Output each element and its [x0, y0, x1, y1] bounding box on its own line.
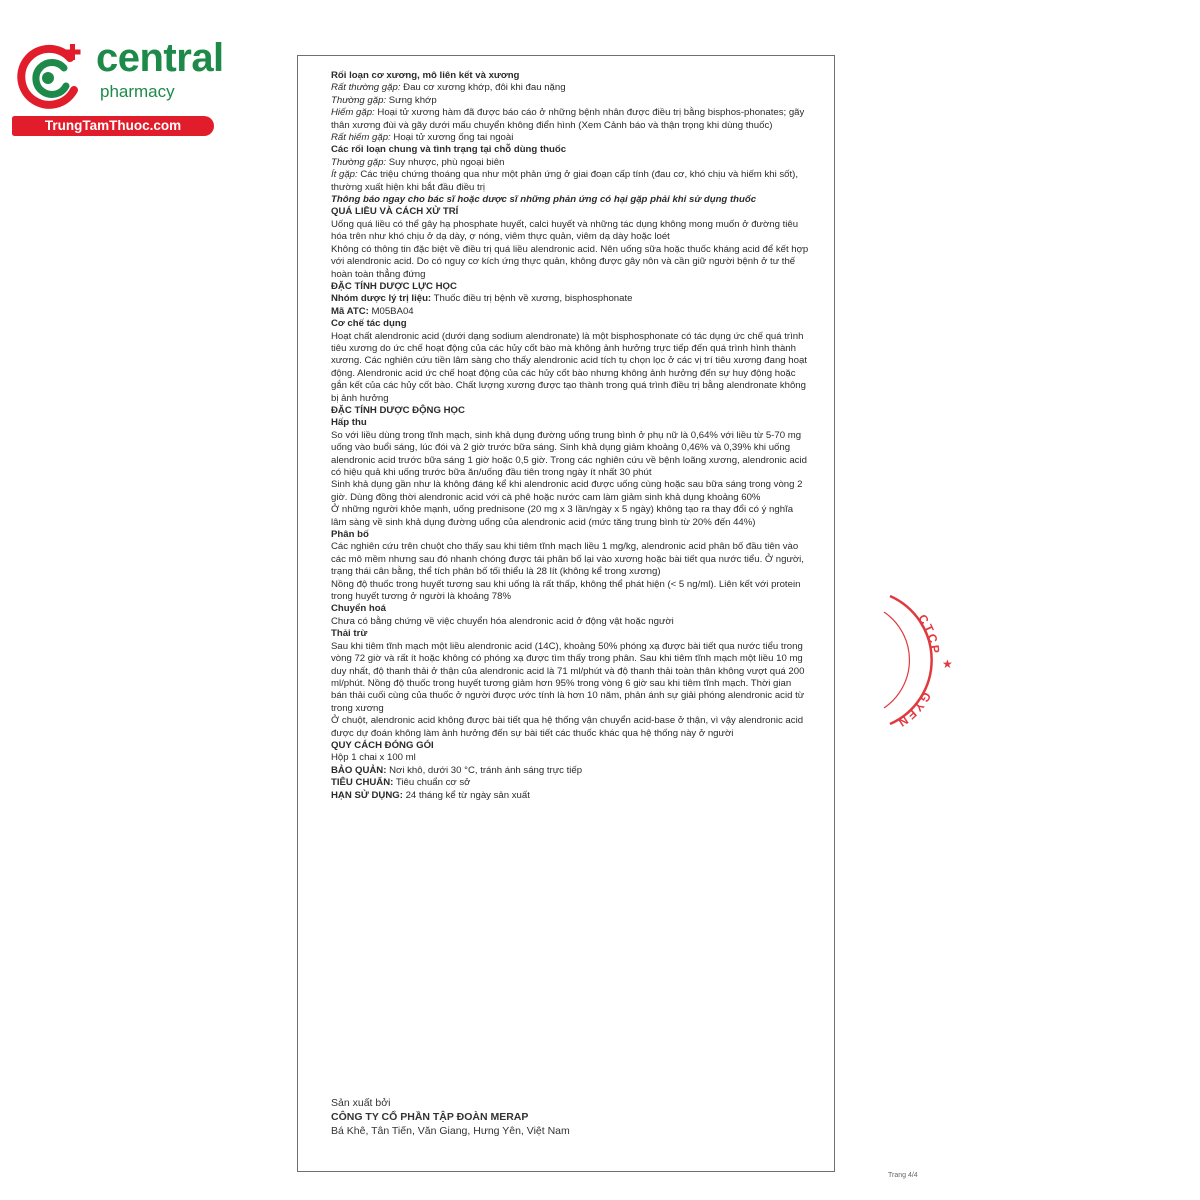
leaflet-line — [331, 157, 809, 169]
line-text: QUÁ LIỀU VÀ CÁCH XỬ TRÍ — [331, 206, 459, 218]
field-label: TIÊU CHUẨN: — [331, 777, 394, 789]
line-text: Các rối loạn chung và tình trạng tại chỗ dùng thuốc — [331, 144, 567, 156]
leaflet-line — [331, 219, 809, 244]
brand-logo-block — [8, 34, 224, 134]
frequency-label: Rất thường gặp: — [331, 82, 401, 94]
brand-url[interactable]: TrungTamThuoc.com — [12, 116, 214, 136]
leaflet-content — [331, 70, 809, 802]
leaflet-line — [331, 603, 809, 615]
line-text: Tiêu chuẩn cơ sở — [393, 777, 471, 789]
leaflet-line — [331, 777, 809, 789]
line-text: Các triệu chứng thoáng qua như một phản ứng ở giai đoạn cấp tính (đau cơ, khó chịu và hiếm khi sốt), thường xuất hiện khi bắt đầu điều trị — [331, 169, 799, 193]
svg-text:★: ★ — [942, 657, 953, 671]
line-text: 24 tháng kể từ ngày sản xuất — [402, 789, 530, 801]
page-number: Trang 4/4 — [888, 1172, 918, 1179]
line-text: Các nghiên cứu trên chuột cho thấy sau khi tiêm tĩnh mạch liều 1 mg/kg, alendronic acid phân bố đầu tiên vào các mô mềm nhưng sau đó nhanh chóng được tái phân bố lại vào xương hoặc bài tiết qua nước tiểu. Ở người, trạng thái cân bằng, thể tích phân bố tối thiểu là 28 lít (không kể trong xương) — [331, 541, 804, 578]
frequency-label: Rất hiếm gặp: — [331, 132, 391, 144]
line-text: Chuyển hoá — [331, 603, 386, 615]
field-label: Nhóm dược lý trị liệu: — [331, 293, 432, 305]
leaflet-line — [331, 430, 809, 480]
line-text: Thông báo ngay cho bác sĩ hoặc dược sĩ những phản ứng có hại gặp phải khi sử dụng thuốc — [331, 194, 757, 206]
central-pharmacy-logo-icon — [12, 38, 92, 118]
svg-text:GYEN: GYEN — [894, 689, 934, 730]
line-text: Sưng khớp — [386, 94, 437, 106]
line-text: Rối loạn cơ xương, mô liên kết và xương — [331, 70, 520, 81]
line-text: Nơi khô, dưới 30 °C, tránh ánh sáng trực tiếp — [386, 764, 583, 776]
frequency-label: Ít gặp: — [331, 169, 358, 181]
line-text: So với liều dùng trong tĩnh mạch, sinh khả dụng đường uống trung bình ở phụ nữ là 0,64% với liều từ 5-70 mg uống vào buổi sáng, lúc đói và 2 giờ trước bữa sáng. Sinh khả dụng giảm khoảng 0,46% và 0,39% khi uống alendronic acid trước bữa sáng 1 giờ hoặc 0,5 giờ. Trong các nghiên cứu về bệnh loãng xương, alendronic acid có hiệu quả khi uống trước bữa ăn/uống đầu tiên trong ngày ít nhất 30 phút — [331, 429, 807, 478]
line-text: M05BA04 — [368, 305, 414, 317]
leaflet-line — [331, 318, 809, 330]
field-label: HẠN SỬ DỤNG: — [331, 789, 403, 801]
leaflet-line — [331, 740, 809, 752]
leaflet-line — [331, 144, 809, 156]
field-label: BẢO QUẢN: — [331, 764, 387, 776]
made-by-label: Sản xuất bởi — [331, 1097, 391, 1109]
leaflet-line — [331, 306, 809, 318]
line-text: Không có thông tin đặc biệt về điều trị quá liều alendronic acid. Nên uống sữa hoặc thuốc kháng acid để kết hợp với alendronic acid. Do có nguy cơ kích ứng thực quản, không được gây nôn và cần giữ người bệnh ở tư thế hoàn toàn thẳng đứng — [331, 243, 809, 280]
line-text: ĐẶC TÍNH DƯỢC LỰC HỌC — [331, 280, 457, 292]
leaflet-line — [331, 541, 809, 578]
leaflet-line — [331, 169, 809, 194]
leaflet-line — [331, 194, 809, 206]
line-text: Hoạt chất alendronic acid (dưới dạng sodium alendronate) là một bisphosphonate có tác dụng ức chế quá trình tiêu xương do ức chế hoạt động của các hủy cốt bào mà không ảnh hưởng trực tiếp đến quá trình hình thành xương. Các nghiên cứu tiền lâm sàng cho thấy alendronic acid tích tụ chọn lọc ở các vị trí tiêu xương đang hoạt động. Alendronic acid ức chế hoạt động của các hủy cốt bào nhưng không ảnh hưởng đến sự huy động hoặc gắn kết của các hủy cốt bào. Chất lượng xương được tạo thành trong quá trình điều trị bằng alendronate không bị ảnh hưởng — [331, 330, 807, 404]
line-text: Hộp 1 chai x 100 ml — [331, 752, 416, 764]
field-label: Mã ATC: — [331, 305, 369, 317]
line-text: Hoại tử xương hàm đã được báo cáo ở những bệnh nhân được điều trị bằng bisphos-phonates; gãy thân xương đùi và gãy dưới mấu chuyển không điển hình (Xem Cảnh báo và thận trọng khi dùng thuốc) — [331, 107, 805, 131]
frequency-label: Thường gặp: — [331, 94, 387, 106]
leaflet-line — [331, 529, 809, 541]
line-text: Thuốc điều trị bệnh về xương, bisphosphonate — [431, 293, 633, 305]
leaflet-line — [331, 628, 809, 640]
leaflet-line — [331, 579, 809, 604]
leaflet-line — [331, 417, 809, 429]
line-text: Suy nhược, phù ngoại biên — [386, 156, 505, 168]
line-text: Cơ chế tác dụng — [331, 318, 407, 330]
leaflet-line — [331, 504, 809, 529]
line-text: Ở những người khỏe mạnh, uống prednisone (20 mg x 3 lần/ngày x 5 ngày) không tạo ra thay đổi có ý nghĩa lâm sàng về sinh khả dụng đường uống của alendronic acid (mức tăng trung bình từ 20% đến 44%) — [331, 504, 794, 528]
leaflet-line — [331, 281, 809, 293]
manufacturer-info — [331, 1096, 801, 1138]
line-text: Ở chuột, alendronic acid không được bài tiết qua hệ thống vận chuyển acid-base ở thận, vì vậy alendronic acid được dự đoán không làm ảnh hưởng đến sự bài tiết các thuốc khác qua hệ thống này ở người — [331, 715, 804, 739]
leaflet-page — [297, 55, 835, 1172]
line-text: QUY CÁCH ĐÓNG GÓI — [331, 739, 434, 751]
leaflet-line — [331, 107, 809, 132]
leaflet-line — [331, 293, 809, 305]
leaflet-line — [331, 752, 809, 764]
leaflet-line — [331, 244, 809, 281]
line-text: Hoại tử xương ống tai ngoài — [390, 132, 514, 144]
company-seal-stamp — [880, 590, 970, 730]
leaflet-line — [331, 132, 809, 144]
line-text: Sinh khả dụng gần như là không đáng kể khi alendronic acid được uống cùng hoặc sau bữa sáng trong vòng 2 giờ. Dùng đồng thời alendronic acid với cà phê hoặc nước cam làm giảm sinh khả dụng khoảng 60% — [331, 479, 803, 503]
brand-name: central — [96, 36, 224, 80]
company-name: CÔNG TY CỔ PHẦN TẬP ĐOÀN MERAP — [331, 1111, 529, 1123]
leaflet-line — [331, 479, 809, 504]
leaflet-line — [331, 790, 809, 802]
line-text: Hấp thu — [331, 417, 367, 429]
line-text: Uống quá liều có thể gây hạ phosphate huyết, calci huyết và những tác dụng không mong muốn ở đường tiêu hóa trên như khó chịu ở dạ dày, ợ nóng, viêm thực quản, viêm dạ dày hoặc loét — [331, 218, 799, 243]
line-text: Đau cơ xương khớp, đôi khi đau nặng — [400, 82, 566, 94]
leaflet-line — [331, 641, 809, 715]
leaflet-line — [331, 331, 809, 405]
line-text: Thải trừ — [331, 628, 368, 640]
leaflet-line — [331, 70, 809, 82]
company-address: Bá Khê, Tân Tiến, Văn Giang, Hưng Yên, Việt Nam — [331, 1125, 570, 1137]
svg-text:CTCP: CTCP — [915, 611, 943, 656]
leaflet-line — [331, 405, 809, 417]
line-text: ĐẶC TÍNH DƯỢC ĐỘNG HỌC — [331, 404, 465, 416]
frequency-label: Hiếm gặp: — [331, 107, 375, 119]
frequency-label: Thường gặp: — [331, 156, 387, 168]
line-text: Chưa có bằng chứng về việc chuyển hóa alendronic acid ở động vật hoặc người — [331, 615, 674, 627]
leaflet-line — [331, 82, 809, 94]
line-text: Sau khi tiêm tĩnh mạch một liều alendronic acid (14C), khoảng 50% phóng xạ được bài tiết qua nước tiểu trong vòng 72 giờ và rất ít hoặc không có phóng xạ được tìm thấy trong phân. Sau khi tiêm tĩnh mạch một liều 10 mg duy nhất, độ thanh thải ở thận của alendronic acid là 71 ml/phút và độ thanh thải toàn thân không vượt quá 200 ml/phút. Nồng độ thuốc trong huyết tương giảm hơn 95% trong vòng 6 giờ sau khi tiêm tĩnh mạch. Thời gian bán thải cuối cùng của thuốc ở người được ước tính là hơn 10 năm, phản ánh sự giải phóng alendronic acid từ trong xương — [331, 640, 805, 714]
leaflet-line — [331, 715, 809, 740]
brand-subtitle: pharmacy — [100, 82, 175, 101]
line-text: Nồng độ thuốc trong huyết tương sau khi uống là rất thấp, không thể phát hiện (< 5 ng/ml). Liên kết với protein trong huyết tương ở người là khoảng 78% — [331, 578, 801, 603]
leaflet-line — [331, 765, 809, 777]
leaflet-line — [331, 95, 809, 107]
leaflet-line — [331, 206, 809, 218]
line-text: Phân bố — [331, 529, 369, 541]
leaflet-line — [331, 616, 809, 628]
